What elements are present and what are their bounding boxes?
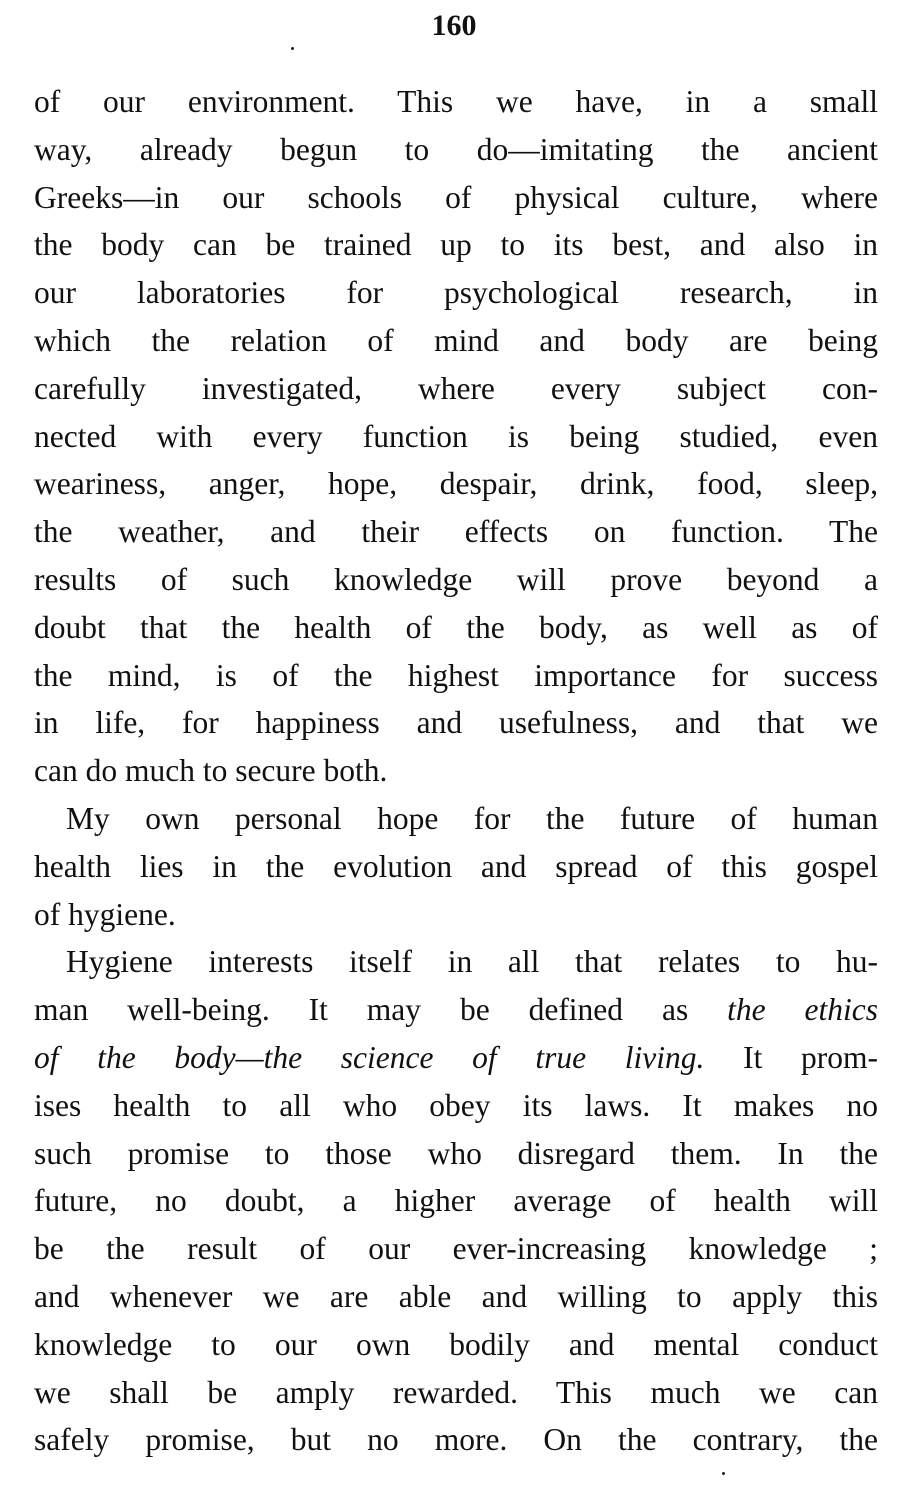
- text-segment: It prom-: [704, 1039, 878, 1075]
- text-line: [34, 891, 878, 939]
- text-line: [34, 652, 878, 700]
- text-segment: we shall be amply rewarded. This much we can: [34, 1374, 878, 1410]
- text-segment: weariness, anger, hope, despair, drink, food, sleep,: [34, 466, 878, 502]
- text-line: [34, 174, 878, 222]
- text-line: [34, 604, 878, 652]
- print-speck: [722, 1472, 725, 1475]
- text-line: [34, 1321, 878, 1369]
- text-segment: ises health to all who obey its laws. It makes no: [34, 1087, 878, 1123]
- text-line: [34, 317, 878, 365]
- text-segment: carefully investigated, where every subject con-: [34, 370, 878, 406]
- text-line: [34, 1273, 878, 1321]
- text-line: [34, 1130, 878, 1178]
- text-segment: the body can be trained up to its best, and also in: [34, 227, 878, 263]
- text-segment: man well-being. It may be defined as: [34, 992, 728, 1028]
- text-segment: and whenever we are able and willing to apply this: [34, 1278, 878, 1314]
- text-segment: of hygiene.: [34, 896, 176, 932]
- text-segment: the weather, and their effects on function. The: [34, 514, 878, 550]
- text-line: [34, 556, 878, 604]
- text-segment: be the result of our ever-increasing knowledge ;: [34, 1231, 878, 1267]
- text-line: [34, 460, 878, 508]
- page-number: 160: [431, 9, 477, 42]
- text-segment: knowledge to our own bodily and mental conduct: [34, 1326, 878, 1362]
- text-line: [34, 269, 878, 317]
- text-line: [34, 938, 878, 986]
- text-line: [34, 1177, 878, 1225]
- text-line: [34, 1369, 878, 1417]
- text-segment: My own personal hope for the future of human: [66, 800, 878, 836]
- text-line: [34, 1082, 878, 1130]
- text-segment: Hygiene interests itself in all that relates to hu-: [66, 944, 878, 980]
- text-segment: Greeks—in our schools of physical culture, where: [34, 179, 878, 215]
- text-segment: of our environment. This we have, in a small: [34, 84, 878, 119]
- text-line: [34, 413, 878, 461]
- text-segment: safely promise, but no more. On the contrary, the: [34, 1422, 878, 1458]
- text-segment: nected with every function is being studied, even: [34, 418, 878, 454]
- text-line: [34, 843, 878, 891]
- body-text: [34, 78, 878, 1464]
- text-line: [34, 1225, 878, 1273]
- text-line: [34, 365, 878, 413]
- text-segment: the mind, is of the highest importance for success: [34, 657, 878, 693]
- text-line: [34, 126, 878, 174]
- text-segment: our laboratories for psychological research, in: [34, 275, 878, 311]
- text-segment: health lies in the evolution and spread of this gospel: [34, 848, 878, 884]
- italic-phrase: of the body—the science of true living.: [34, 1039, 705, 1075]
- text-segment: which the relation of mind and body are being: [34, 322, 878, 358]
- text-segment: results of such knowledge will prove beyond a: [34, 561, 878, 597]
- italic-phrase: the ethics: [727, 992, 878, 1028]
- text-segment: in life, for happiness and usefulness, and that we: [34, 705, 878, 741]
- text-segment: future, no doubt, a higher average of health will: [34, 1183, 878, 1219]
- text-line: [34, 221, 878, 269]
- text-segment: way, already begun to do—imitating the ancient: [34, 131, 878, 167]
- text-segment: can do much to secure both.: [34, 753, 388, 789]
- text-line: [34, 78, 878, 126]
- print-speck: [291, 47, 294, 50]
- text-line: [34, 795, 878, 843]
- text-segment: doubt that the health of the body, as well as of: [34, 609, 878, 645]
- text-line: [34, 747, 878, 795]
- text-line: [34, 699, 878, 747]
- text-line: [34, 986, 878, 1034]
- text-segment: such promise to those who disregard them. In the: [34, 1135, 878, 1171]
- text-line: [34, 1034, 878, 1082]
- text-line: [34, 508, 878, 556]
- text-line: [34, 1416, 878, 1464]
